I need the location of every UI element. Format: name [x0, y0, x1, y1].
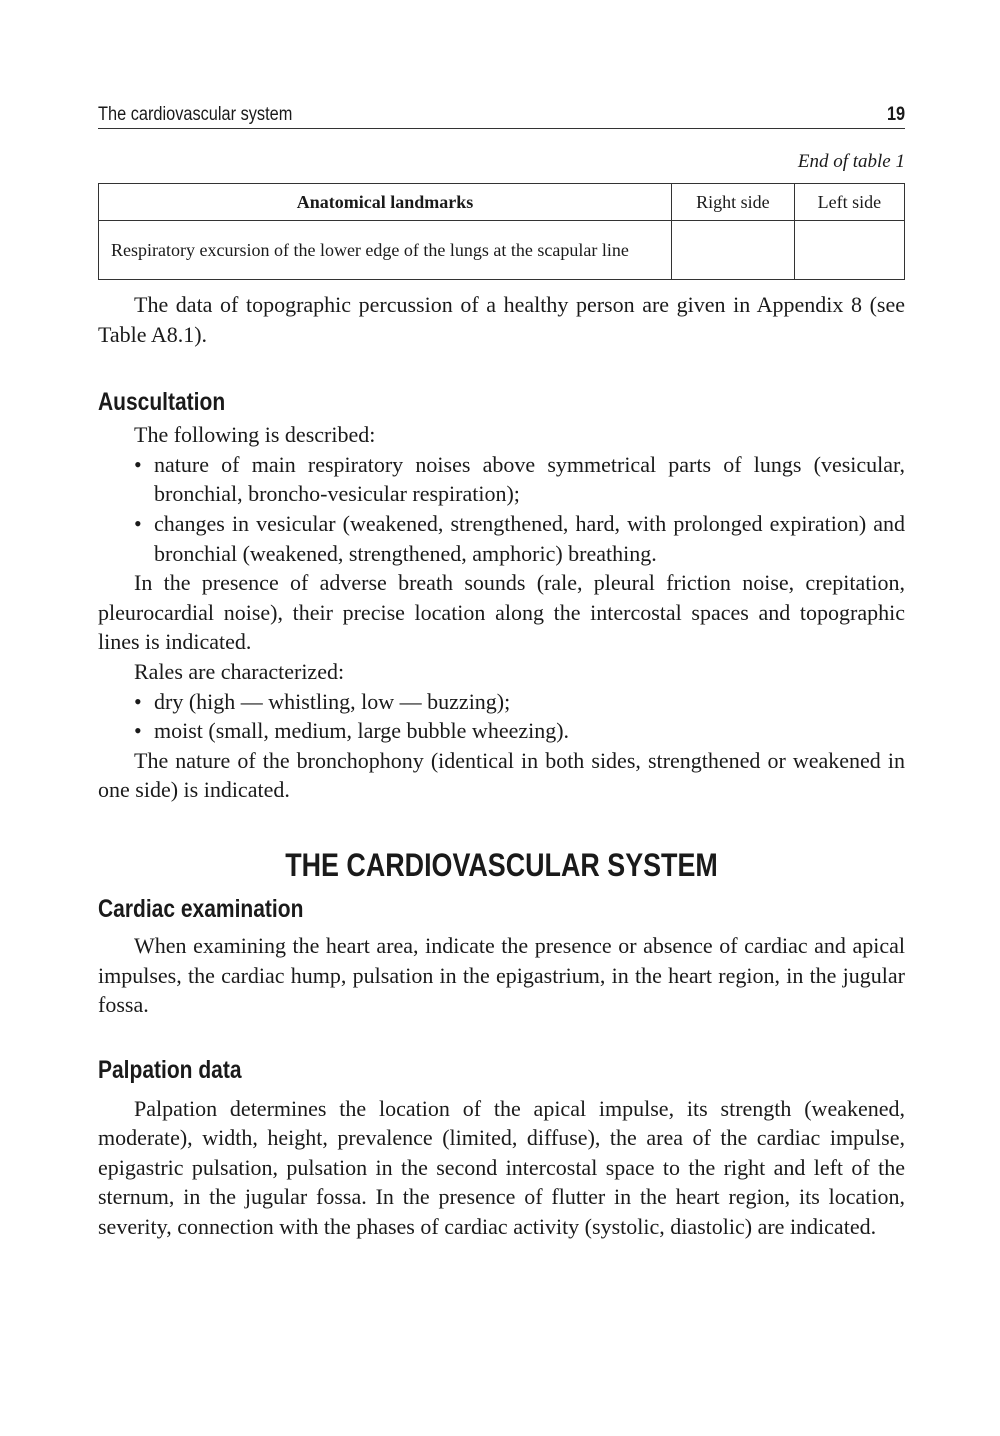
- table-row: [99, 221, 905, 280]
- header-left-side: Left side: [794, 184, 904, 221]
- bronchophony-paragraph: The nature of the bronchophony (identical in both sides, strengthened or weakened in one side) is indicated.: [98, 747, 905, 803]
- list-item: [134, 450, 905, 509]
- list-item-text: changes in vesicular (weakened, strengthened, hard, with prolonged expiration) and bronchial (weakened, strengthened, amphoric) breathing.: [154, 510, 905, 566]
- chapter-title: THE CARDIOVASCULAR SYSTEM: [285, 846, 718, 883]
- landmarks-table: [98, 183, 905, 280]
- adverse-sounds-paragraph: In the presence of adverse breath sounds (rale, pleural friction noise, crepitation, pleurocardial noise), their precise location along the intercostal spaces and topographic lines is indicated.: [98, 570, 905, 655]
- rales-list: [98, 687, 905, 746]
- bullet-icon: •: [134, 451, 142, 477]
- list-item: [134, 716, 905, 746]
- bullet-icon: •: [134, 510, 142, 536]
- list-item: [134, 509, 905, 568]
- rales-intro: Rales are characterized:: [134, 658, 345, 684]
- palpation-heading: Palpation data: [98, 1055, 242, 1084]
- table-caption: End of table 1: [797, 151, 905, 172]
- cardiac-examination-paragraph: When examining the heart area, indicate the presence or absence of cardiac and apical impulses, the cardiac hump, pulsation in the epigastrium, in the heart region, in the jugular fossa.: [98, 932, 905, 1018]
- list-item-text: dry (high — whistling, low — buzzing);: [154, 688, 511, 714]
- table-header-row: [99, 184, 905, 221]
- header-anatomical-landmarks: Anatomical landmarks: [99, 184, 672, 221]
- auscultation-heading: Auscultation: [98, 388, 226, 417]
- bullet-icon: •: [134, 688, 142, 714]
- header-right-side: Right side: [672, 184, 795, 221]
- auscultation-intro: The following is described:: [134, 422, 376, 448]
- auscultation-list: [98, 450, 905, 568]
- list-item: [134, 687, 905, 717]
- table-cell-right: [672, 221, 795, 280]
- running-head: [98, 98, 905, 126]
- book-page: [98, 98, 905, 1242]
- running-head-title: The cardiovascular system: [98, 104, 293, 125]
- list-item-text: nature of main respiratory noises above symmetrical parts of lungs (vesicular, bronchial, broncho-vesicular respiration);: [154, 451, 905, 507]
- table-cell-landmark: Respiratory excursion of the lower edge of the lungs at the scapular line: [99, 221, 672, 280]
- cardiac-examination-heading: Cardiac examination: [98, 894, 304, 923]
- running-head-rule: [98, 128, 905, 129]
- palpation-paragraph: Palpation determines the location of the apical impulse, its strength (weakened, moderate), width, height, prevalence (limited, diffuse), the area of the cardiac impulse, epigastric pulsation, pulsation in the second intercostal space to the right and left of the sternum, in the jugular fossa. In the presence of flutter in the heart region, its location, severity, connection with the phases of cardiac activity (systolic, diastolic) are indicated.: [98, 1095, 905, 1240]
- bullet-icon: •: [134, 718, 142, 744]
- list-item-text: moist (small, medium, large bubble wheezing).: [154, 718, 570, 744]
- table-cell-left: [794, 221, 904, 280]
- topographic-note: The data of topographic percussion of a healthy person are given in Appendix 8 (see Table A8.1).: [98, 292, 905, 347]
- page-number: 19: [886, 104, 906, 125]
